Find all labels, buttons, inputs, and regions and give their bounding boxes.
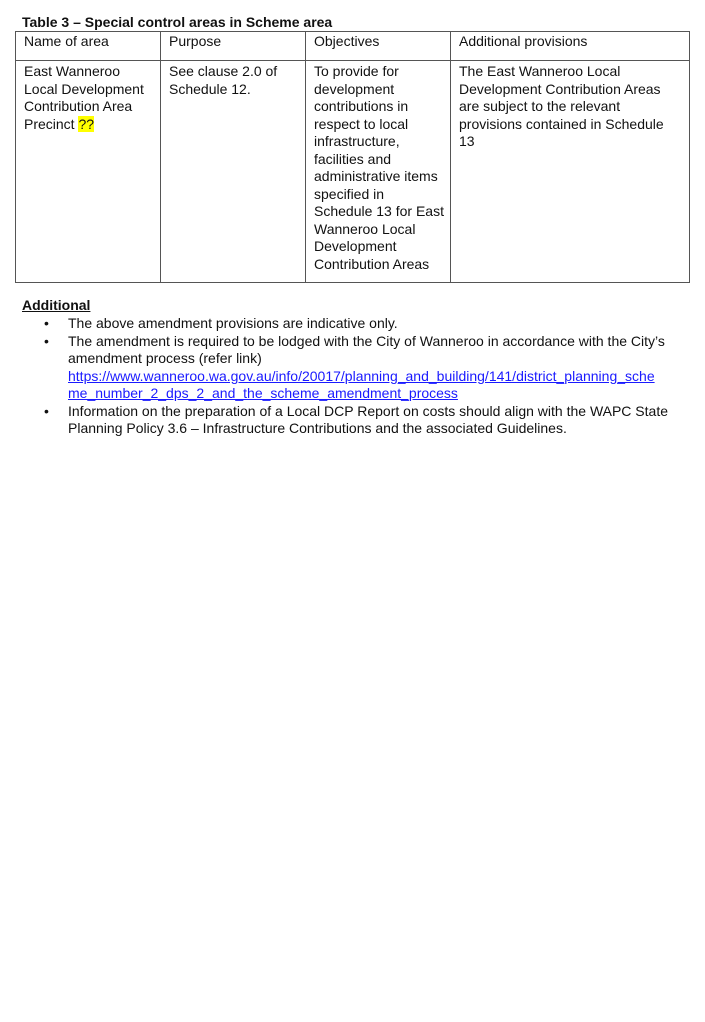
precinct-placeholder-highlight: ?? [78, 115, 95, 132]
header-objectives: Objectives [306, 32, 451, 61]
special-control-areas-table [15, 31, 690, 283]
cell-name-of-area [16, 61, 161, 283]
header-name-of-area: Name of area [16, 32, 161, 61]
list-item [22, 403, 682, 438]
amendment-process-link[interactable]: https://www.wanneroo.wa.gov.au/info/20017/planning_and_building/141/district_planning_scheme_number_2_dps_2_and_the_scheme_amendment_process [68, 367, 655, 401]
list-item [22, 315, 682, 333]
bullet-text-indicative: The above amendment provisions are indicative only. [68, 315, 398, 331]
header-purpose: Purpose [161, 32, 306, 61]
table-title: Table 3 – Special control areas in Scheme area [22, 14, 333, 30]
additional-section [22, 297, 682, 438]
bullet-text-dcp-report: Information on the preparation of a Local DCP Report on costs should align with the WAPC State Planning Policy 3.6 – Infrastructure Contributions and the associated Guidelines. [68, 402, 668, 436]
cell-purpose: See clause 2.0 of Schedule 12. [161, 61, 306, 283]
list-item [22, 333, 682, 403]
additional-heading: Additional [22, 297, 91, 313]
bullet-text-amendment: The amendment is required to be lodged with the City of Wanneroo in accordance with the City’s amendment process (refer link) [68, 332, 665, 366]
table-header-row [16, 32, 690, 61]
area-name-text: East Wanneroo Local Development Contribution Area Precinct [24, 63, 144, 132]
cell-additional-provisions: The East Wanneroo Local Development Contribution Areas are subject to the relevant provisions contained in Schedule 13 [451, 61, 690, 283]
table-row [16, 61, 690, 283]
cell-objectives: To provide for development contributions in respect to local infrastructure, facilities and administrative items specified in Schedule 13 for East Wanneroo Local Development Contribution Areas [306, 61, 451, 283]
additional-bullet-list [22, 315, 682, 438]
header-additional-provisions: Additional provisions [451, 32, 690, 61]
